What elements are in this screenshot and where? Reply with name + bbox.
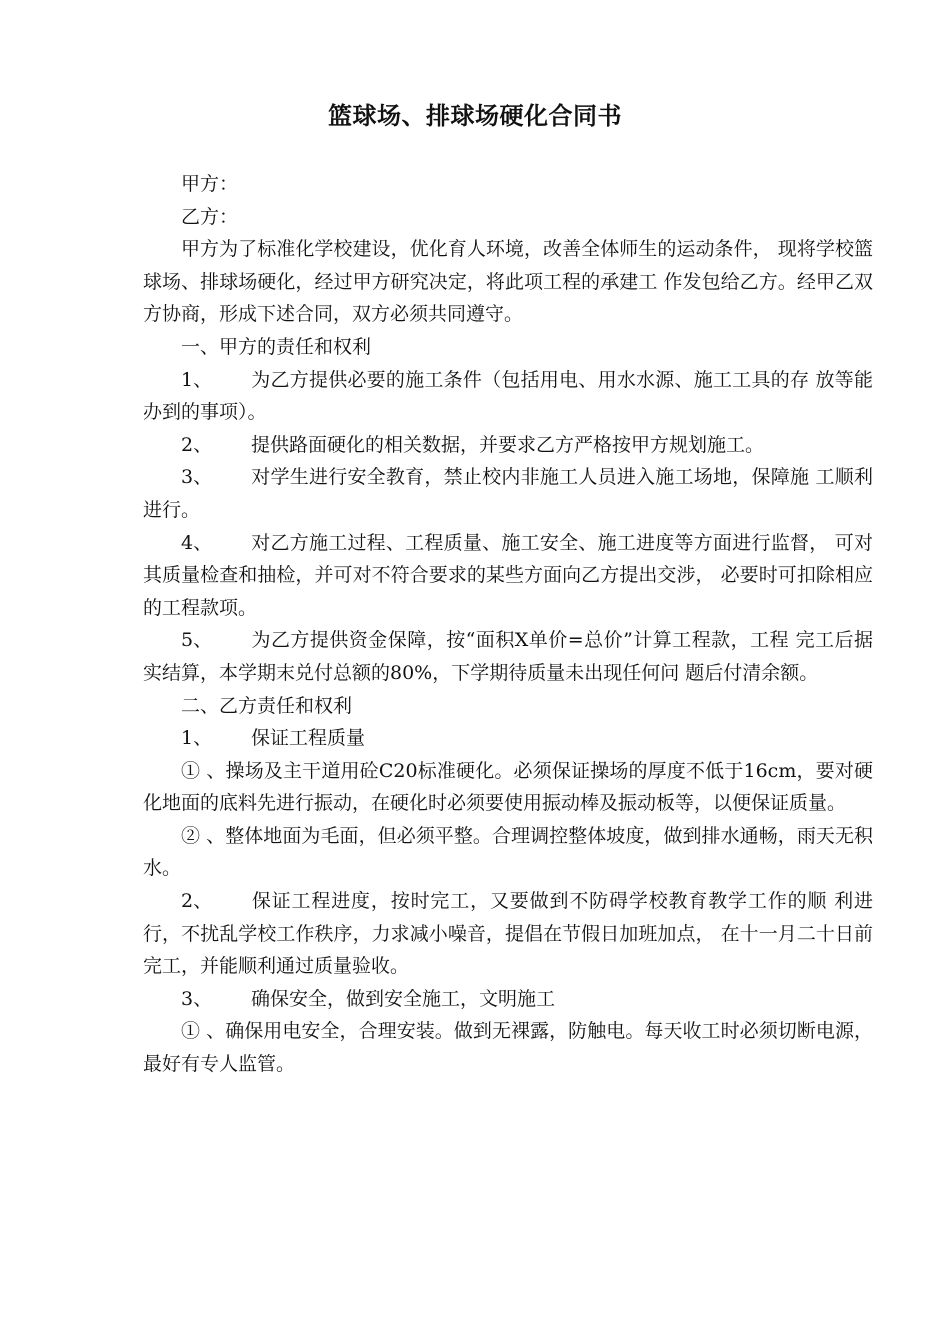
item-text: 为乙方提供资金保障，按“面积X单价=总价”计算工程款，工程 完工后据实结算，本学期末兑付总额的80%，下学期待质量未出现任何问 题后付清余额。 — [143, 629, 873, 684]
document-body — [143, 168, 873, 1081]
intro-paragraph: 甲方为了标准化学校建设，优化育人环境，改善全体师生的运动条件， 现将学校篮球场、排球场硬化，经过甲方研究决定，将此项工程的承建工 作发包给乙方。经甲乙双方协商，形成下述合同，双方必须共同遵守。 — [143, 238, 873, 326]
section2-item-1 — [143, 722, 873, 755]
item-text: 保证工程进度，按时完工，又要做到不防碍学校教育教学工作的顺 利进行，不扰乱学校工作秩序，力求减小噪音，提倡在节假日加班加点， 在十一月二十日前完工，并能顺利通过质量验收。 — [143, 890, 873, 978]
section2-heading: 二、乙方责任和权利 — [181, 694, 353, 717]
section1-item-5 — [143, 624, 873, 689]
item-number: 4、 — [181, 531, 213, 554]
item-text: 为乙方提供必要的施工条件（包括用电、用水水源、施工工具的存 放等能办到的事项）。 — [143, 368, 873, 424]
document-title: 篮球场、排球场硬化合同书 — [328, 102, 622, 130]
section1-item-2 — [143, 429, 873, 462]
section2-item-1-sub-1: ① 、操场及主干道用砼C20标准硬化。必须保证操场的厚度不低于16cm，要对硬化地面的底料先进行振动，在硬化时必须要使用振动棒及振动板等，以便保证质量。 — [143, 759, 873, 815]
item-number: 1、 — [181, 368, 213, 391]
item-number: 5、 — [181, 629, 213, 652]
section1-item-1 — [143, 364, 873, 429]
section1-item-3 — [143, 461, 873, 526]
section2-item-2 — [143, 885, 873, 983]
item-number: 2、 — [181, 890, 213, 913]
item-number: 3、 — [181, 466, 213, 489]
item-text: 提供路面硬化的相关数据，并要求乙方严格按甲方规划施工。 — [251, 433, 765, 456]
party-a-line: 甲方： — [181, 173, 239, 195]
item-text: 保证工程质量 — [251, 727, 366, 750]
section2-item-3-sub-1: ① 、确保用电安全，合理安装。做到无裸露，防触电。每天收工时必须切断电源，最好有专人监管。 — [143, 1020, 873, 1076]
item-number: 3、 — [181, 987, 213, 1010]
item-number: 1、 — [181, 727, 213, 750]
item-text: 确保安全，做到安全施工，文明施工 — [251, 987, 556, 1010]
section2-item-1-sub-2: ② 、整体地面为毛面，但必须平整。合理调控整体坡度，做到排水通畅，雨天无积水。 — [143, 824, 873, 880]
item-number: 2、 — [181, 433, 213, 456]
item-text: 对乙方施工过程、工程质量、施工安全、施工进度等方面进行监督， 可对其质量检查和抽检，并可对不符合要求的某些方面向乙方提出交涉， 必要时可扣除相应的工程款项。 — [143, 531, 873, 619]
section2-item-3 — [143, 983, 873, 1016]
section1-heading: 一、甲方的责任和权利 — [181, 335, 372, 358]
party-b-line: 乙方： — [181, 205, 239, 228]
section1-item-4 — [143, 527, 873, 625]
item-text: 对学生进行安全教育，禁止校内非施工人员进入施工场地，保障施 工顺利进行。 — [143, 466, 873, 521]
